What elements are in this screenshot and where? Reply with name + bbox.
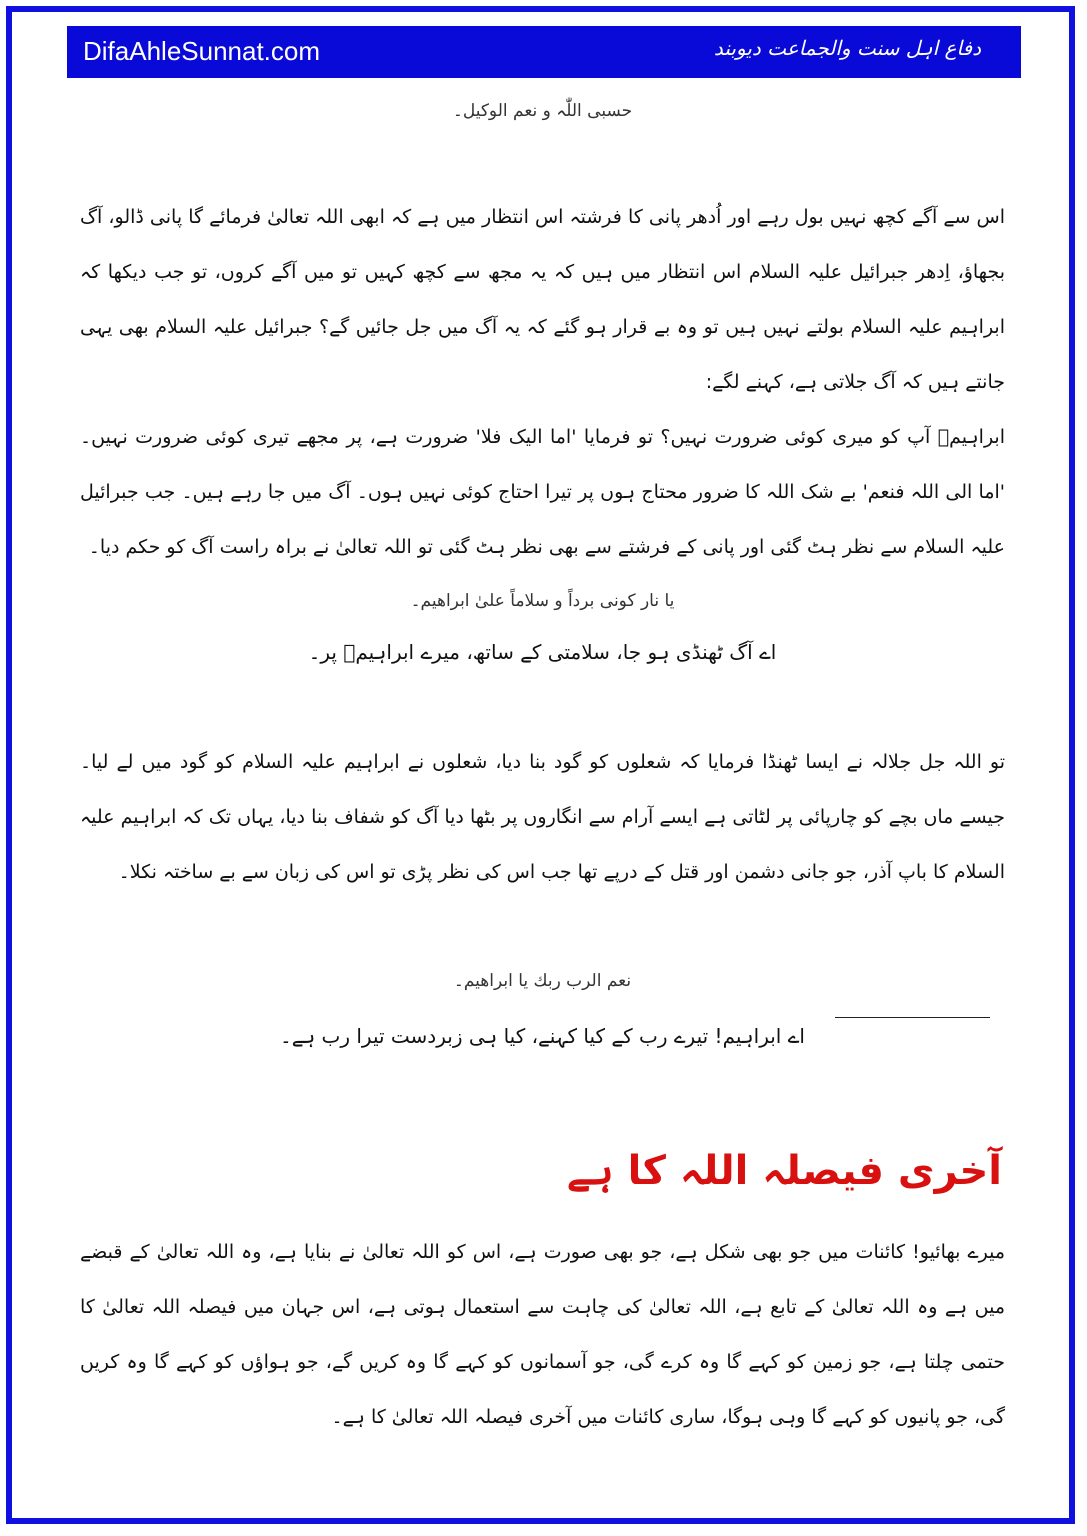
verse-hasbi: حسبی اللّٰہ و نعم الوکیل۔ [452,101,633,121]
verse-ya-naar: یا نار کونی برداً و سلاماً علیٰ ابراھیم۔ [410,591,675,611]
paragraph-4: میرے بھائیو! کائنات میں جو بھی شکل ہے، جو بھی صورت ہے، اس کو اللہ تعالیٰ نے بنایا ہے، وہ اللہ تعالیٰ کے قبضے میں ہے وہ اللہ تعالیٰ کے تابع ہے، اللہ تعالیٰ کی چاہت سے استعمال ہوتی ہے، اس جہان میں فیصلہ اللہ تعالیٰ کا حتمی چلتا ہے، جو زمین کو کہے گا وہ کرے گی، جو آسمانوں کو کہے گا وہ کریں گے، جو ہواؤں کو کہے گا وہ کریں گی، جو پانیوں کو کہے گا وہی ہوگا، ساری کائنات میں آخری فیصلہ اللہ تعالیٰ کا ہے۔ [80,1241,1005,1428]
verse-nimar-rab: نعم الرب ربك یا ابراھیم۔ [453,971,632,991]
paragraph-1: اس سے آگے کچھ نہیں بول رہے اور اُدھر پانی کا فرشتہ اس انتظار میں ہے کہ ابھی اللہ تعالیٰ فرمائے گا پانی ڈالو، آگ بجھاؤ، اِدھر جبرائیل علیہ السلام اس انتظار میں ہیں کہ یہ مجھ سے کچھ کہیں تو میں آگے کروں، تو جب دیکھا کہ ابراہیم علیہ السلام بولتے نہیں ہیں تو وہ بے قرار ہو گئے کہ یہ آگ میں جل جائیں گے؟ جبرائیل علیہ السلام بھی یہی جانتے ہیں کہ آگ جلاتی ہے، کہنے لگے: [80,206,1005,393]
paragraph-2: ابراہیمؑ آپ کو میری کوئی ضرورت نہیں؟ تو فرمایا 'اما الیک فلا' ضرورت ہے، پر مجھے تیری کوئی ضرورت نہیں۔ 'اما الی اللہ فنعم' بے شک اللہ کا ضرور محتاج ہوں پر تیرا احتاج کوئی نہیں ہوں۔ آگ میں جا رہے ہیں۔ جب جبرائیل علیہ السلام سے نظر ہٹ گئی اور پانی کے فرشتے سے بھی نظر ہٹ گئی تو اللہ تعالیٰ نے براہ راست آگ کو حکم دیا۔ [80,426,1005,558]
section-heading: آخری فیصلہ اللہ کا ہے [566,1148,1002,1194]
divider-line [835,1017,990,1018]
paragraph-3: تو اللہ جل جلالہ نے ایسا ٹھنڈا فرمایا کہ شعلوں کو گود بنا دیا، شعلوں نے ابراہیم علیہ السلام کو گود میں لے لیا۔ جیسے ماں بچے کو چارپائی پر لٹاتی ہے ایسے آرام سے انگاروں پر بٹھا دیا آگ کو شفاف بنا دیا، یہاں تک کہ ابراہیم علیہ السلام کا باپ آذر، جو جانی دشمن اور قتل کے درپے تھا جب اس کی نظر پڑی تو اس کی زبان سے بے ساختہ نکلا۔ [80,751,1005,883]
translation-ya-naar: اے آگ ٹھنڈی ہو جا، سلامتی کے ساتھ، میرے ابراہیمؑ پر۔ [308,640,777,664]
header-title: دفاع اہل سنت والجماعت دیوبند [713,36,981,60]
translation-nimar-rab: اے ابراہیم! تیرے رب کے کیا کہنے، کیا ہی زبردست تیرا رب ہے۔ [280,1024,805,1048]
header-banner [67,26,1021,78]
site-name[interactable]: DifaAhleSunnat.com [83,36,321,66]
